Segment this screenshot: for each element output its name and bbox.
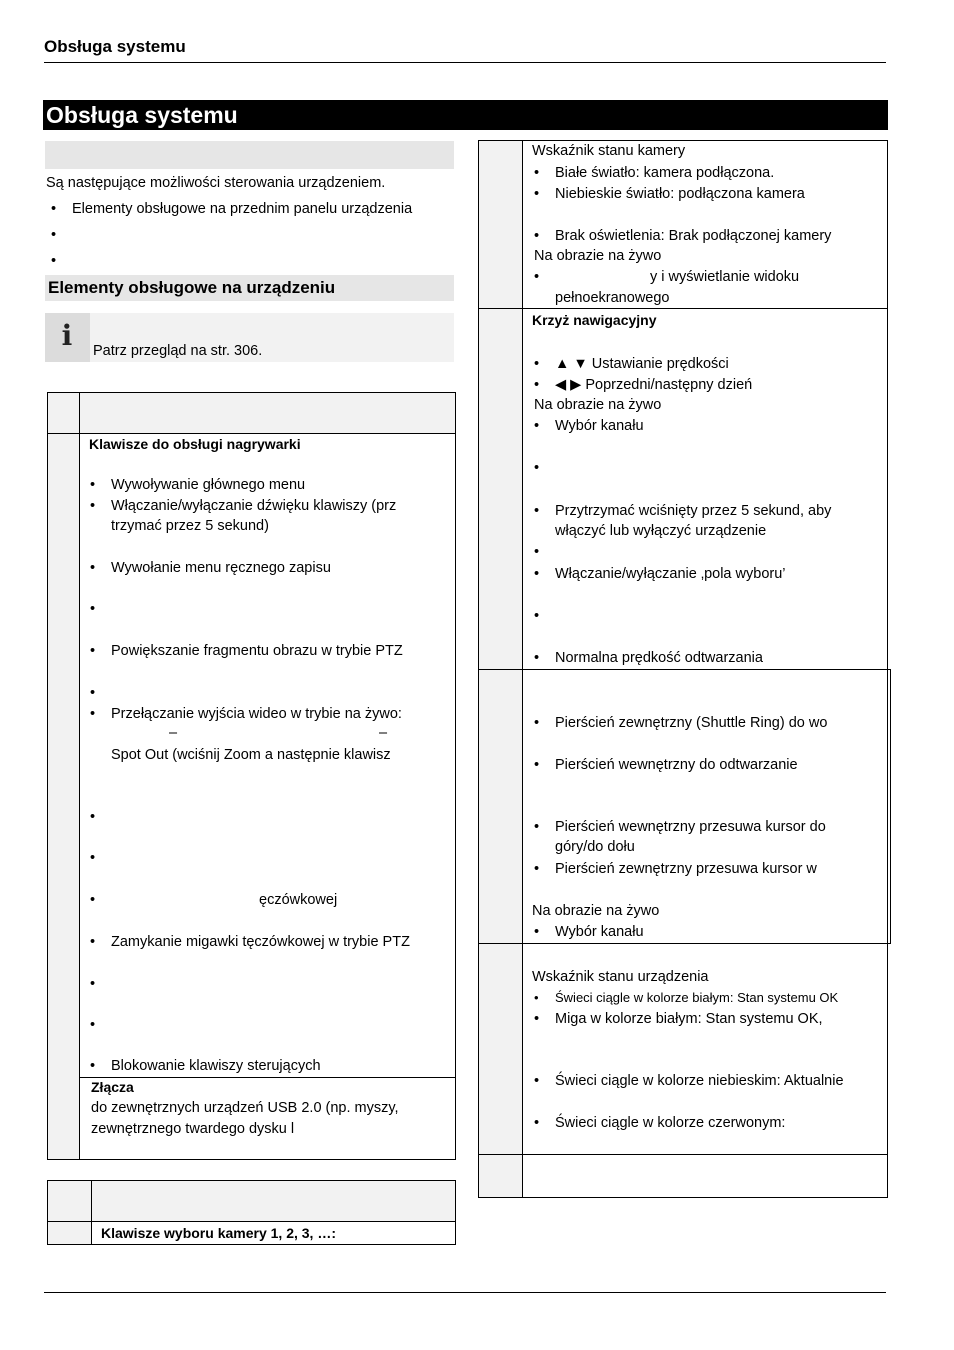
table-item: • Wywołanie menu ręcznego zapisu xyxy=(111,559,331,577)
table-item-cont: trzymać przez 5 sekund) xyxy=(111,518,269,534)
right-item: • ▲ ▼ Ustawianie prędkości xyxy=(555,355,729,373)
table-item xyxy=(111,891,338,909)
right-item: • Wybór kanału xyxy=(555,417,644,435)
table-item: • Powiększanie fragmentu obrazu w trybie PTZ xyxy=(111,642,403,660)
right-item: • Świeci ciągle w kolorze białym: Stan systemu OK xyxy=(555,989,838,1007)
right-item: • Wybór kanału xyxy=(555,923,644,941)
right-item: • Przytrzymać wciśnięty przez 5 sekund, aby xyxy=(555,502,831,520)
connectors-text-2: zewnętrznego twardego dysku l xyxy=(91,1121,295,1137)
device-status-label: Wskaźnik stanu urządzenia xyxy=(532,969,709,985)
right-item: • Normalna prędkość odtwarzania xyxy=(555,649,763,667)
table-item-text: ęczówkowej xyxy=(259,892,338,908)
right-item: • Pierścień wewnętrzny do odtwarzanie xyxy=(555,756,798,774)
table-item: • Przełączanie wyjścia wideo w trybie na żywo: xyxy=(111,705,402,723)
right-item-cont: pełnoekranowego xyxy=(555,290,670,306)
svg-text:i: i xyxy=(61,319,73,352)
grey-heading-bar xyxy=(45,141,454,169)
connectors-text-1: do zewnętrznych urządzeń USB 2.0 (np. myszy, xyxy=(91,1100,399,1116)
camera-status-label: Wskaźnik stanu kamery xyxy=(532,143,686,159)
right-item: • ◀ ▶ Poprzedni/następny dzień xyxy=(555,376,752,394)
table-item: • Wywoływanie głównego menu xyxy=(111,476,305,494)
live-view-label: Na obrazie na żywo xyxy=(532,903,660,919)
live-view-label: Na obrazie na żywo xyxy=(534,248,662,264)
table-item: • Włączanie/wyłączanie dźwięku klawiszy (prz xyxy=(111,497,396,515)
right-item-cont: włączyć lub wyłączyć urządzenie xyxy=(555,523,767,539)
right-item xyxy=(555,268,800,286)
table-item: • Blokowanie klawiszy sterujących xyxy=(111,1057,321,1075)
section-title: Obsługa systemu xyxy=(43,100,888,130)
right-item-text: y i wyświetlanie widoku xyxy=(650,269,800,285)
intro-text: Są następujące możliwości sterowania urządzeniem. xyxy=(46,175,386,191)
right-item: • Pierścień zewnętrzny (Shuttle Ring) do wo xyxy=(555,714,827,732)
right-item: • Białe światło: kamera podłączona. xyxy=(555,164,774,182)
right-item: • Brak oświetlenia: Brak podłączonej kamery xyxy=(555,227,831,245)
right-item-cont: góry/do dołu xyxy=(555,839,635,855)
recorder-keys-heading: Klawisze do obsługi nagrywarki xyxy=(89,436,301,452)
live-view-label: Na obrazie na żywo xyxy=(534,397,662,413)
nav-cross-heading: Krzyż nawigacyjny xyxy=(532,312,657,328)
subsection-title: Elementy obsługowe na urządzeniu xyxy=(48,278,336,297)
footer-rule xyxy=(44,1292,886,1293)
running-header: Obsługa systemu xyxy=(44,37,186,56)
note-text: Patrz przegląd na str. 306. xyxy=(93,343,263,359)
right-item: • Włączanie/wyłączanie ‚pola wyboru’ xyxy=(555,565,786,583)
header-rule xyxy=(44,62,886,63)
right-item: • Świeci ciągle w kolorze niebieskim: Aktualnie xyxy=(555,1072,844,1090)
right-item: • Niebieskie światło: podłączona kamera xyxy=(555,185,805,203)
intro-bullet-1: • Elementy obsługowe na przednim panelu urządzenia xyxy=(72,200,412,218)
right-item: • Pierścień zewnętrzny przesuwa kursor w xyxy=(555,860,817,878)
dash: – xyxy=(379,725,388,741)
table-item: • Zamykanie migawki tęczówkowej w trybie PTZ xyxy=(111,933,410,951)
dash: – xyxy=(169,725,178,741)
connectors-heading: Złącza xyxy=(91,1079,134,1095)
info-icon xyxy=(45,313,90,362)
table-item-cont: Spot Out (wciśnij Zoom a następnie klawisz xyxy=(111,747,391,763)
camera-keys-heading: Klawisze wyboru kamery 1, 2, 3, …: xyxy=(101,1225,336,1241)
right-item: • Pierścień wewnętrzny przesuwa kursor do xyxy=(555,818,826,836)
right-item: • Miga w kolorze białym: Stan systemu OK, xyxy=(555,1010,823,1028)
right-item: • Świeci ciągle w kolorze czerwonym: xyxy=(555,1114,785,1132)
